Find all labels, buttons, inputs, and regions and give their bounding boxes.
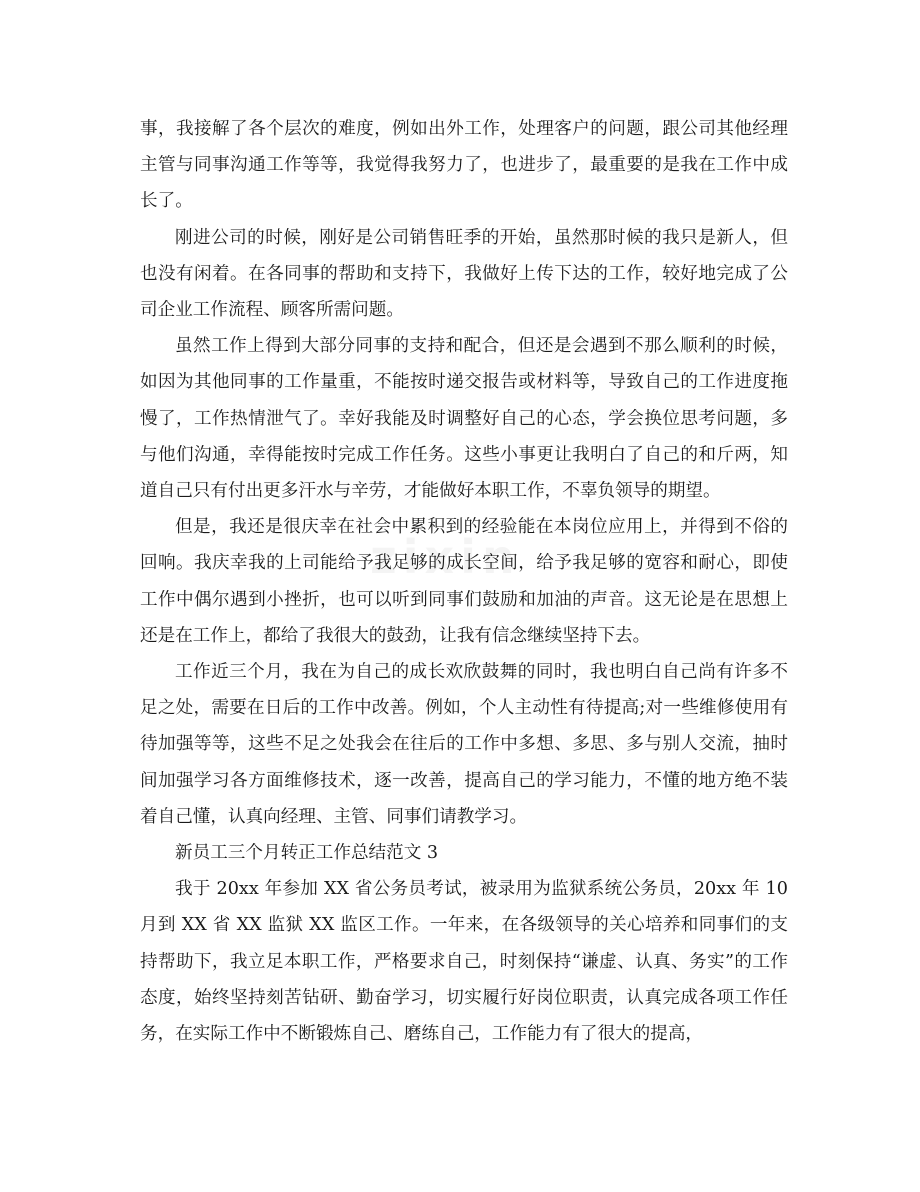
- paragraph-3: 虽然工作上得到大部分同事的支持和配合，但还是会遇到不那么顺利的时候，如因为其他同事的工作量重，不能按时递交报告或材料等，导致自己的工作进度拖慢了，工作热情泄气了。幸好我能及时调整好自己的心态，学会换位思考问题，多与他们沟通，幸得能按时完成工作任务。这些小事更让我明白了自己的和斤两，知道自己只有付出更多汗水与辛劳，才能做好本职工作，不辜负领导的期望。: [140, 336, 788, 502]
- paragraph-1: 事，我接解了各个层次的难度，例如出外工作，处理客户的问题，跟公司其他经理主管与同事沟通工作等等，我觉得我努力了，也进步了，最重要的是我在工作中成长了。: [140, 119, 788, 212]
- paragraph-2: 刚进公司的时候，刚好是公司销售旺季的开始，虽然那时候的我只是新人，但也没有闲着。在各同事的帮助和支持下，我做好上传下达的工作，较好地完成了公司企业工作流程、顾客所需问题。: [140, 227, 788, 321]
- paragraph-5: 工作近三个月，我在为自己的成长欢欣鼓舞的同时，我也明白自己尚有许多不足之处，需要在日后的工作中改善。例如，个人主动性有待提高;对一些维修使用有待加强等等，这些不足之处我会在往后的工作中多想、多思、多与别人交流，抽时间加强学习各方面维修技术，逐一改善，提高自己的学习能力，不懂的地方绝不装着自己懂，认真向经理、主管、同事们请教学习。: [140, 662, 788, 827]
- paragraph-4: 但是，我还是很庆幸在社会中累积到的经验能在本岗位应用上，并得到不俗的回响。我庆幸我的上司能给予我足够的成长空间，给予我足够的宽容和耐心，即使工作中偶尔遇到小挫折，也可以听到同事们鼓励和加油的声音。这无论是在思想上还是在工作上，都给了我很大的鼓劲，让我有信念继续坚持下去。: [140, 517, 788, 646]
- section-heading: 新员工三个月转正工作总结范文 3: [175, 843, 439, 864]
- paragraph-6: 我于 20xx 年参加 XX 省公务员考试，被录用为监狱系统公务员，20xx 年 10 月到 XX 省 XX 监狱 XX 监区工作。一年来，在各级领导的关心培养和同事们的支持帮助下，我立足本职工作，严格要求自己，时刻保持“谦虚、认真、务实”的工作态度，始终坚持刻苦钻研、勤奋学习，切实履行好岗位职责，认真完成各项工作任务，在实际工作中不断锻炼自己、磨练自己，工作能力有了很大的提高，: [140, 879, 788, 1045]
- document-body: [140, 111, 788, 1052]
